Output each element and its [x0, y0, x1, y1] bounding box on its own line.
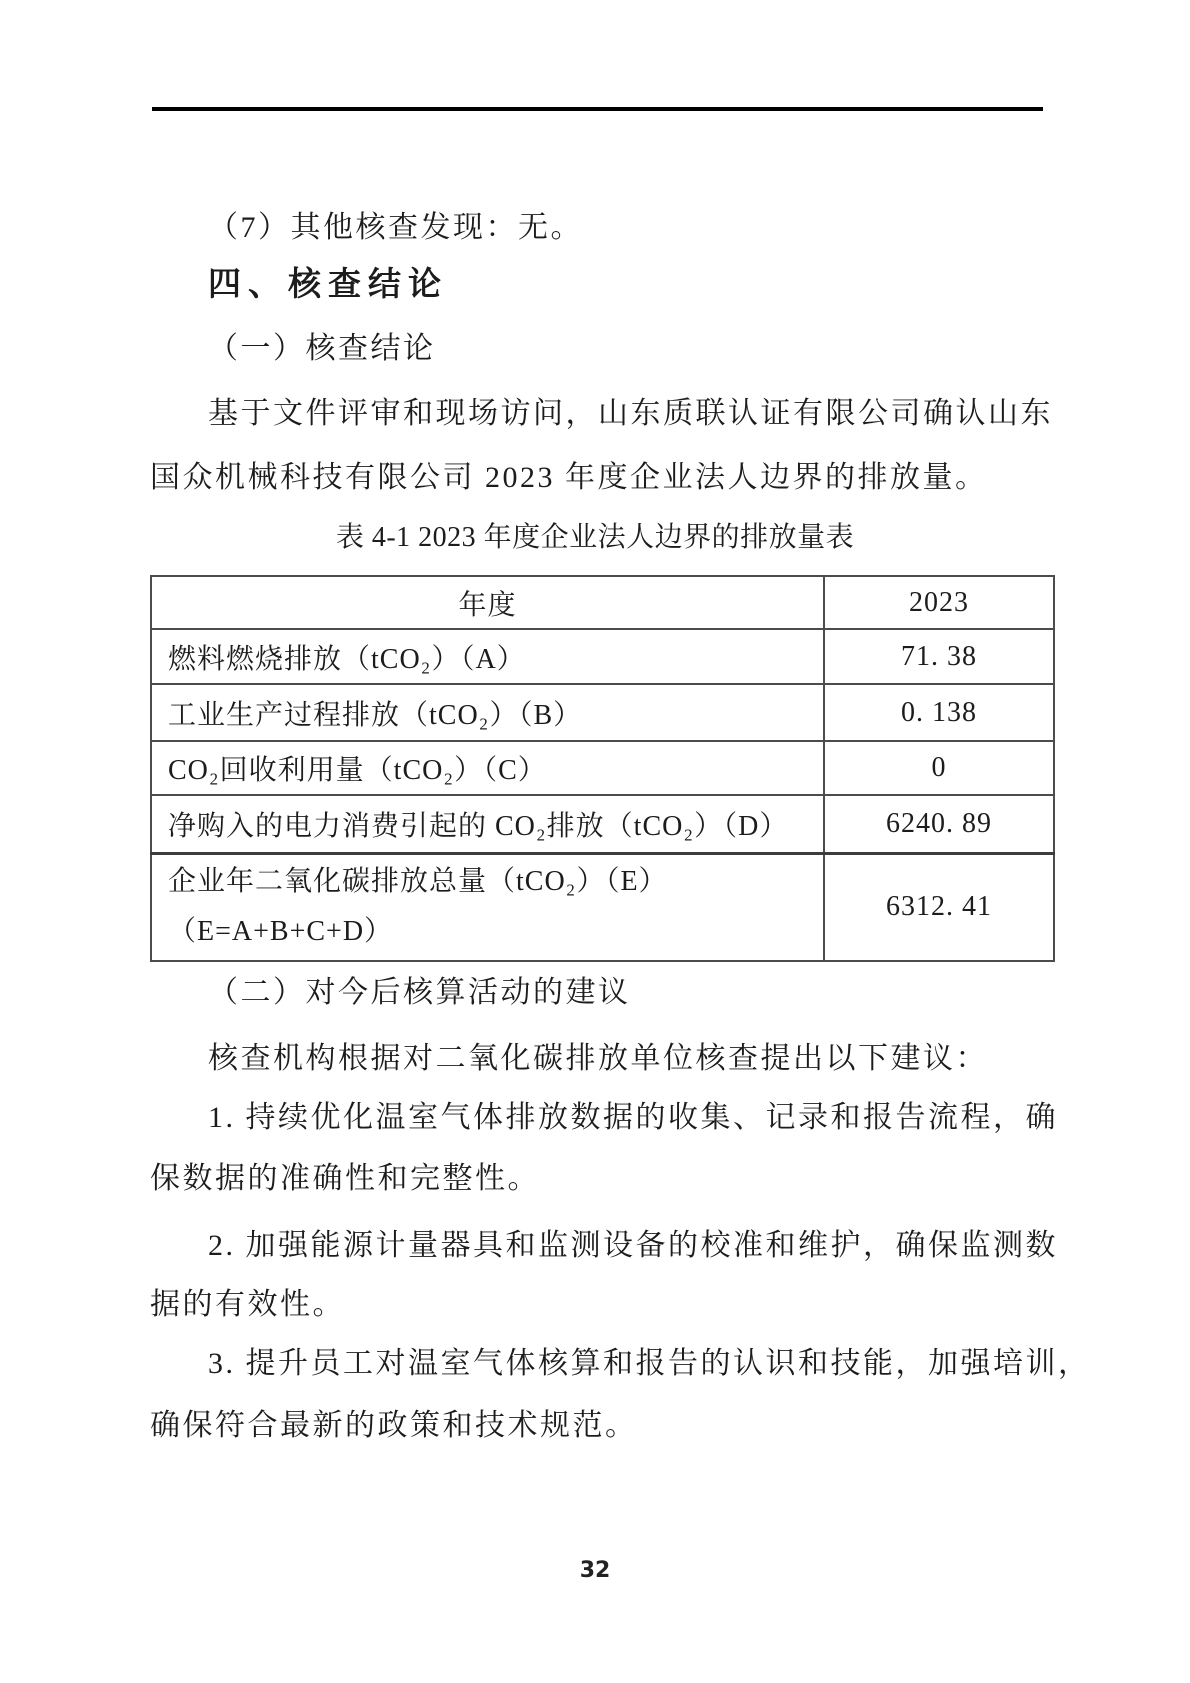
advice-2-line2: 据的有效性。: [150, 1288, 345, 1321]
row-label: 燃料燃烧排放（tCO₂）（A）: [151, 629, 824, 684]
table-header-year: 年度: [151, 576, 824, 629]
conclusion-paragraph-line2: 国众机械科技有限公司 2023 年度企业法人边界的排放量。: [150, 461, 988, 494]
row-value: 0. 138: [824, 684, 1054, 741]
emissions-table: [150, 575, 1055, 962]
row-label: 净购入的电力消费引起的 CO₂排放（tCO₂）（D）: [151, 795, 824, 853]
advice-1-line2: 保数据的准确性和完整性。: [150, 1162, 540, 1195]
subsection-heading-advice: （二）对今后核算活动的建议: [208, 976, 631, 1009]
subsection-heading-conclusion: （一）核查结论: [208, 332, 436, 365]
advice-intro: 核查机构根据对二氧化碳排放单位核查提出以下建议：: [208, 1042, 988, 1075]
advice-3-line1: 3. 提升员工对温室气体核算和报告的认识和技能，加强培训，: [208, 1347, 1091, 1380]
table-row-total-emissions: [151, 853, 1054, 961]
header-rule: [152, 107, 1043, 111]
page-number: 32: [579, 1558, 611, 1583]
table-row-purchased-electricity: [151, 795, 1054, 853]
paragraph-other-findings: （7）其他核查发现：无。: [208, 211, 583, 244]
table-row-industrial-process: [151, 684, 1054, 741]
section-heading-conclusion: 四、核查结论: [208, 265, 448, 302]
row-label: [151, 853, 824, 961]
advice-2-line1: 2. 加强能源计量器具和监测设备的校准和维护，确保监测数: [208, 1229, 1058, 1262]
row-value: 6240. 89: [824, 795, 1054, 853]
table-header-value: 2023: [824, 576, 1054, 629]
conclusion-paragraph-line1: 基于文件评审和现场访问，山东质联认证有限公司确认山东: [208, 397, 1053, 430]
total-label-line2: （E=A+B+C+D）: [168, 916, 394, 948]
table-row-fuel-combustion: [151, 629, 1054, 684]
advice-3-line2: 确保符合最新的政策和技术规范。: [150, 1409, 638, 1442]
row-value: 6312. 41: [824, 853, 1054, 961]
advice-1-line1: 1. 持续优化温室气体排放数据的收集、记录和报告流程，确: [208, 1101, 1058, 1134]
table-caption: 表 4-1 2023 年度企业法人边界的排放量表: [335, 522, 855, 553]
row-value: 0: [824, 741, 1054, 795]
row-label: 工业生产过程排放（tCO₂）（B）: [151, 684, 824, 741]
row-label: CO₂回收利用量（tCO₂）（C）: [151, 741, 824, 795]
table-row-co2-recovery: [151, 741, 1054, 795]
table-header-row: [151, 576, 1054, 629]
total-label-line1: 企业年二氧化碳排放总量（tCO₂）（E）: [168, 866, 668, 898]
row-value: 71. 38: [824, 629, 1054, 684]
